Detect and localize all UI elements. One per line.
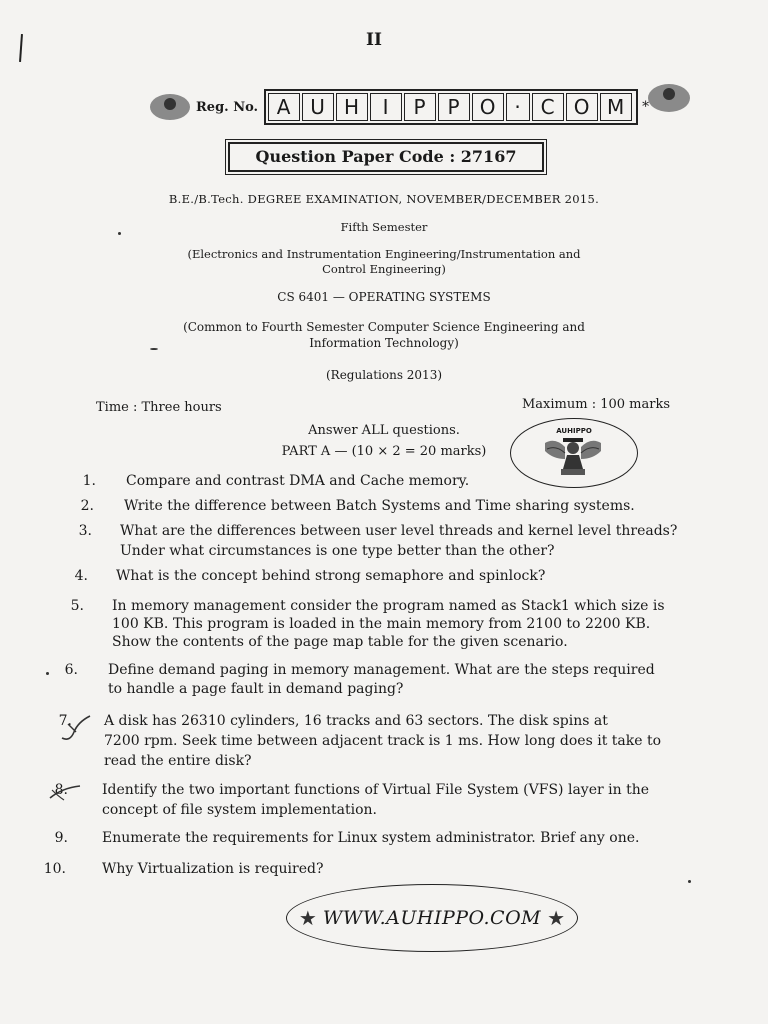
question-line: Show the contents of the page map table for the given scenario. — [112, 634, 568, 650]
question-text — [104, 711, 720, 771]
scan-speck — [688, 880, 691, 883]
question-text — [116, 568, 720, 585]
reg-char-box: A — [268, 93, 300, 121]
scan-speck — [118, 232, 121, 235]
website-footer — [286, 884, 578, 952]
maximum-marks: Maximum : 100 marks — [522, 397, 671, 412]
reg-char-box: P — [404, 93, 436, 121]
question-number: 5. — [70, 598, 84, 614]
answer-instruction: Answer ALL questions. — [308, 423, 460, 438]
star-icon-left: ★ — [298, 906, 317, 930]
question-number: 4. — [74, 568, 88, 584]
question-number: 9. — [54, 830, 68, 846]
question-line: Under what circumstances is one type better than the other? — [120, 543, 555, 559]
reg-char-box: M — [600, 93, 632, 121]
common-line-1: (Common to Fourth Semester Computer Science Engineering and — [183, 320, 585, 334]
reg-char-box: · — [506, 93, 530, 121]
website-url: WWW.AUHIPPO.COM — [322, 907, 542, 929]
question-text — [112, 597, 720, 651]
scan-speck — [150, 348, 158, 350]
reg-char-box: I — [370, 93, 402, 121]
branch-line-2: Control Engineering) — [322, 262, 446, 276]
star-icon-right: ★ — [547, 906, 566, 930]
reg-number-boxes — [264, 89, 638, 125]
question-line: What is the concept behind strong semaphore and spinlock? — [116, 568, 546, 584]
question-text — [108, 661, 720, 699]
page-mark: II — [366, 30, 382, 50]
question-paper-code: Question Paper Code : 27167 — [228, 142, 544, 172]
question-text — [120, 521, 720, 561]
question-text — [124, 498, 720, 515]
registration-number-row — [150, 90, 649, 124]
question-line: read the entire disk? — [104, 753, 252, 769]
margin-pen-stroke — [19, 34, 23, 62]
question-text — [102, 830, 720, 847]
question-line: 100 KB. This program is loaded in the main memory from 2100 to 2200 KB. — [112, 616, 651, 632]
scan-speck — [46, 672, 49, 675]
question-text — [102, 780, 720, 820]
question-line: concept of file system implementation. — [102, 802, 378, 818]
auhippo-emblem-left-icon — [150, 94, 190, 120]
reg-char-box: U — [302, 93, 334, 121]
question-line: Write the difference between Batch Systems and Time sharing systems. — [124, 498, 635, 514]
branch-line-1: (Electronics and Instrumentation Engineering/Instrumentation and — [187, 247, 581, 261]
pencil-check-mark-icon — [60, 712, 94, 744]
question-line: What are the differences between user level threads and kernel level threads? — [120, 523, 678, 539]
exam-title: B.E./B.Tech. DEGREE EXAMINATION, NOVEMBER/DECEMBER 2015. — [168, 192, 600, 206]
question-number: 7. — [58, 713, 72, 729]
question-line: In memory management consider the program named as Stack1 which size is — [112, 598, 665, 614]
reg-char-box: H — [336, 93, 368, 121]
semester: Fifth Semester — [340, 220, 428, 234]
question-line: Compare and contrast DMA and Cache memory. — [126, 473, 470, 489]
branch — [0, 247, 768, 277]
question-line: Identify the two important functions of Virtual File System (VFS) layer in the — [102, 782, 650, 798]
reg-char-box: C — [532, 93, 564, 121]
question-line: Why Virtualization is required? — [102, 861, 324, 877]
course-title: CS 6401 — OPERATING SYSTEMS — [277, 290, 491, 304]
time-allowed: Time : Three hours — [96, 400, 222, 415]
question-number: 3. — [78, 523, 92, 539]
pencil-tick-mark-icon — [48, 782, 82, 804]
question-number: 10. — [43, 861, 66, 877]
common-line-2: Information Technology) — [309, 336, 459, 350]
part-a-heading: PART A — (10 × 2 = 20 marks) — [281, 444, 487, 459]
regulations: (Regulations 2013) — [325, 368, 443, 382]
question-text — [102, 861, 720, 878]
question-text — [126, 473, 720, 490]
auhippo-emblem-right-icon — [648, 84, 690, 112]
question-number: 1. — [82, 473, 96, 489]
question-line: 7200 rpm. Seek time between adjacent track is 1 ms. How long does it take to — [104, 733, 662, 749]
reg-char-box: P — [438, 93, 470, 121]
question-number: 2. — [80, 498, 94, 514]
reg-star: * — [642, 99, 650, 115]
question-number: 6. — [64, 662, 78, 678]
question-line: Enumerate the requirements for Linux system administrator. Brief any one. — [102, 830, 640, 846]
reg-char-box: O — [472, 93, 504, 121]
question-number: 8. — [54, 782, 68, 798]
question-line: Define demand paging in memory management. What are the steps required — [108, 662, 655, 678]
logo-text: AUHIPPO — [556, 427, 592, 435]
reg-char-box: O — [566, 93, 598, 121]
common-to — [0, 319, 768, 351]
reg-no-label: Reg. No. — [196, 99, 259, 115]
question-line: A disk has 26310 cylinders, 16 tracks and 63 sectors. The disk spins at — [104, 713, 608, 729]
question-line: to handle a page fault in demand paging? — [108, 681, 404, 697]
